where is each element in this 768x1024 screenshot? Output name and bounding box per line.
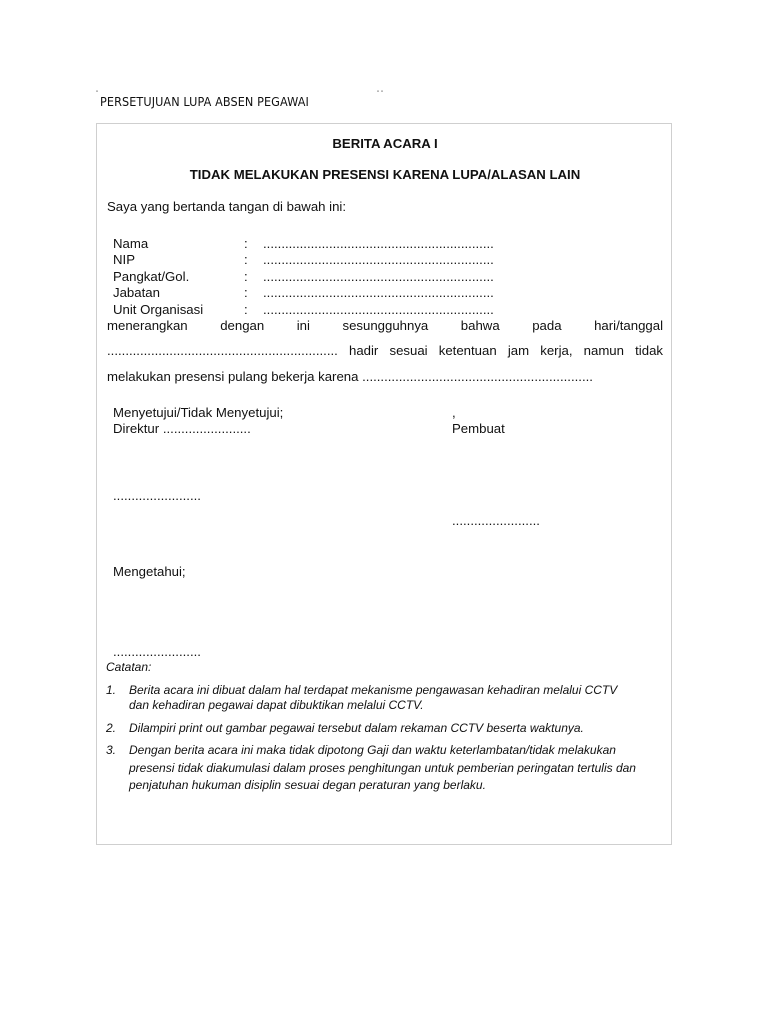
note-line: Berita acara ini dibuat dalam hal terdapat mekanisme pengawasan kehadiran melalui CCTV	[129, 683, 618, 697]
statement-word: sesungguhnya	[342, 318, 429, 333]
header-label: PERSETUJUAN LUPA ABSEN PEGAWAI	[100, 94, 309, 109]
maker-signature-line: ........................	[452, 513, 540, 528]
note-number: 1.	[106, 683, 117, 697]
field-separator: :	[244, 302, 248, 317]
document-subtitle: TIDAK MELAKUKAN PRESENSI KARENA LUPA/ALASAN LAIN	[189, 167, 581, 182]
statement-word: kerja,	[540, 343, 573, 358]
field-separator: :	[244, 285, 248, 300]
note-number: 3.	[106, 743, 117, 757]
statement-word: menerangkan	[107, 318, 188, 333]
note-line: dan kehadiran pegawai dapat dibuktikan melalui CCTV.	[129, 698, 424, 712]
statement-word: namun	[583, 343, 624, 358]
intro-text: Saya yang bertanda tangan di bawah ini:	[107, 199, 347, 214]
acknowledge-signature-line: ........................	[113, 644, 201, 659]
field-value: ...............................................................	[263, 285, 494, 300]
field-value: ...............................................................	[263, 236, 494, 251]
note-line: presensi tidak diakumulasi dalam proses penghitungan untuk pemberian peringatan tertulis dan	[129, 761, 636, 775]
statement-line-2	[107, 343, 663, 358]
document-title: BERITA ACARA I	[332, 136, 438, 151]
field-separator: :	[244, 269, 248, 284]
statement-word: hari/tanggal	[594, 318, 663, 333]
field-label: Pangkat/Gol.	[113, 269, 190, 284]
header-mark-left: "	[96, 91, 99, 97]
field-label: Unit Organisasi	[113, 302, 204, 317]
director-label: Direktur ........................	[113, 421, 251, 436]
director-signature-line: ........................	[113, 488, 201, 503]
field-separator: :	[244, 252, 248, 267]
field-value: ...............................................................	[263, 252, 494, 267]
statement-word: tidak	[635, 343, 663, 358]
field-value: ...............................................................	[263, 269, 494, 284]
statement-word: ini	[296, 318, 310, 333]
field-separator: :	[244, 236, 248, 251]
date-comma: ,	[452, 405, 456, 420]
header-mark-right: " "	[377, 91, 383, 97]
statement-word: ketentuan	[438, 343, 497, 358]
statement-word: hadir	[348, 343, 379, 358]
statement-line-1	[107, 318, 663, 333]
statement-word: pada	[532, 318, 562, 333]
maker-label: Pembuat	[452, 421, 505, 436]
field-label: Jabatan	[113, 285, 160, 300]
statement-word: bahwa	[460, 318, 500, 333]
note-line: Dilampiri print out gambar pegawai tersebut dalam rekaman CCTV beserta waktunya.	[129, 721, 584, 735]
field-label: NIP	[113, 252, 135, 267]
acknowledge-label: Mengetahui;	[113, 564, 186, 579]
field-label: Nama	[113, 236, 149, 251]
statement-word: jam	[507, 343, 530, 358]
statement-word: sesuai	[389, 343, 428, 358]
statement-line-3: melakukan presensi pulang bekerja karena ...............................................................	[107, 369, 593, 384]
document-frame	[96, 123, 672, 845]
field-value: ...............................................................	[263, 302, 494, 317]
note-number: 2.	[106, 721, 117, 735]
note-line: Dengan berita acara ini maka tidak dipotong Gaji dan waktu keterlambatan/tidak melakukan	[129, 743, 616, 757]
notes-title: Catatan:	[106, 660, 152, 674]
note-line: penjatuhan hukuman disiplin sesuai degan peraturan yang berlaku.	[129, 778, 486, 792]
approval-label: Menyetujui/Tidak Menyetujui;	[113, 405, 284, 420]
statement-word: dengan	[220, 318, 265, 333]
statement-word: ...............................................................	[107, 343, 338, 358]
